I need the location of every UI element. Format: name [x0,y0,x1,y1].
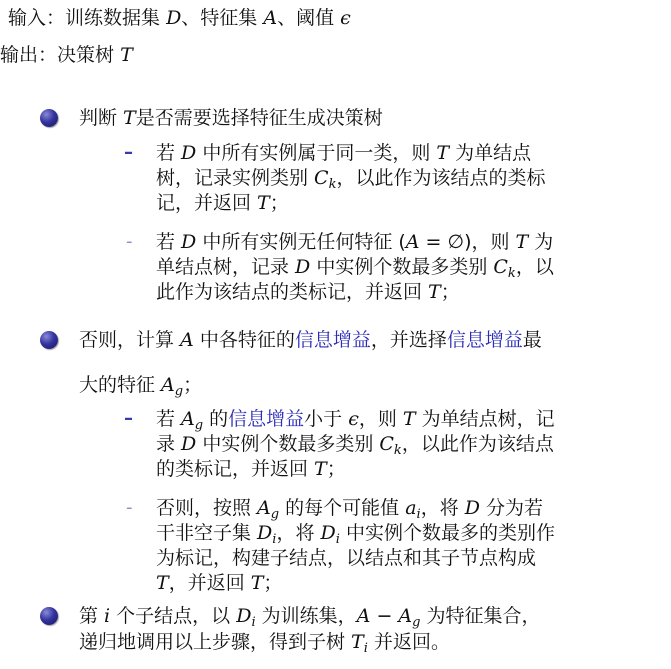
bullet-icon [40,331,58,349]
sub-1-2-line-3: 此作为该结点的类标记，并返回 T； [156,281,460,303]
output-line: 输出：决策树 T [0,44,133,66]
bullet-3-line-2: 递归地调用以上步骤，得到子树 $T_i$ 并返回。 [79,631,450,656]
dash-icon: - [126,497,133,518]
sub-1-2-line-2: 单结点树，记录 D 中实例个数最多类别 $C_k$，以 [156,256,554,281]
info-gain-term: 信息增益 [294,329,371,351]
bullet-2-line-1: 否则，计算 A 中各特征的信息增益，并选择信息增益最 [79,329,542,351]
bullet-2-line-2: 大的特征 $A_g$； [79,374,203,399]
sub-2-2-line-2: 干非空子集 $D_i$，将 $D_i$ 中实例个数最多的类别作 [156,522,555,547]
sub-2-1-line-2: 录 D 中实例个数最多类别 $C_k$，以此作为该结点 [156,433,554,458]
output-label: 输出： [0,44,58,66]
sub-2-1-line-3: 的类标记，并返回 T； [156,458,346,480]
info-gain-term: 信息增益 [446,329,523,351]
sub-1-1-line-3: 记，并返回 T； [156,192,289,214]
sub-1-1-line-2: 树，记录实例类别 $C_k$，以此作为该结点的类标 [156,167,546,192]
sub-2-2-line-1: 否则，按照 $A_g$ 的每个可能值 $a_i$，将 D 分为若 [156,497,544,522]
info-gain-term: 信息增益 [228,408,305,430]
bullet-icon [40,607,58,625]
sub-1-1-line-1: 若 D 中所有实例属于同一类，则 T 为单结点 [156,142,532,164]
bullet-1-text: 判断 T是否需要选择特征生成决策树 [79,107,383,129]
input-label: 输入： [8,7,66,29]
sub-2-1-line-1: 若 $A_g$ 的信息增益小于 ϵ，则 T 为单结点树，记 [156,408,555,433]
input-line: 输入：训练数据集 D、特征集 A、阈值 ϵ [8,7,351,29]
sub-2-2-line-3: 为标记，构建子结点，以结点和其子节点构成 [156,547,537,569]
dash-icon: – [124,142,133,163]
bullet-icon [40,109,58,127]
sub-2-2-line-4: T，并返回 T； [156,572,283,594]
bullet-3-line-1: 第 i 个子结点，以 $D_i$ 为训练集，$A - A_g$ 为特征集合， [79,605,541,630]
dash-icon: - [126,231,133,252]
dash-icon: – [124,408,133,429]
sub-1-2-line-1: 若 D 中所有实例无任何特征 (A = ∅)，则 T 为 [156,231,554,253]
